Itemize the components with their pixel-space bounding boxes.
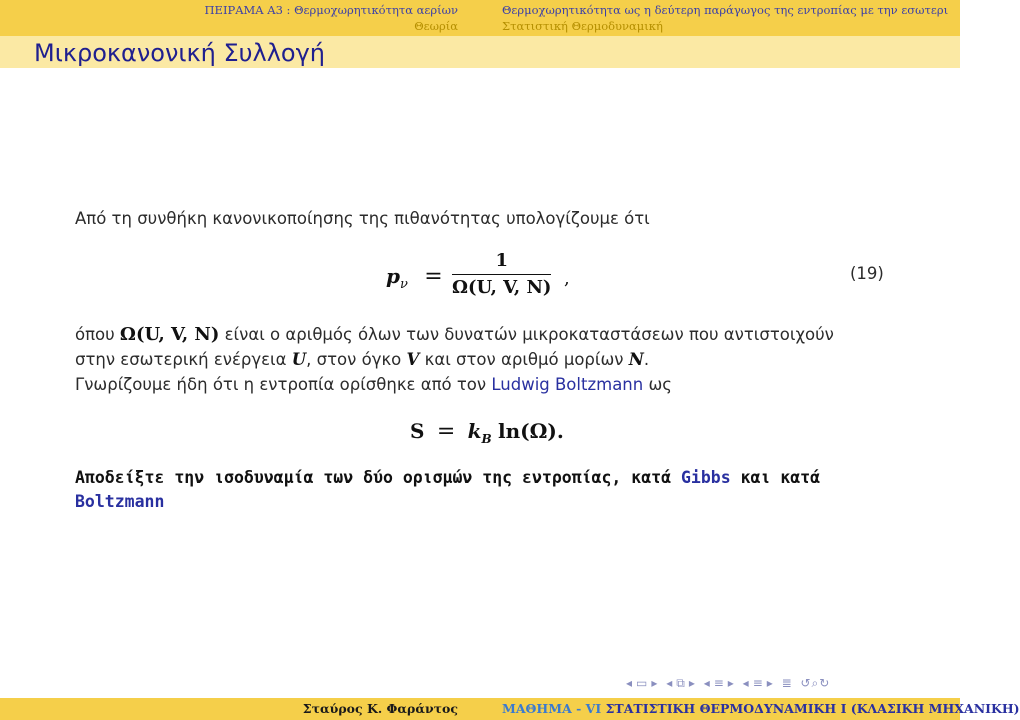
align-icon[interactable]: ≣ bbox=[781, 676, 793, 690]
header-section-nav[interactable] bbox=[0, 0, 480, 36]
symbol-v: V bbox=[406, 350, 420, 369]
boltzmann-problem-link[interactable]: Boltzmann bbox=[75, 492, 165, 511]
where-text-2d: . bbox=[643, 350, 650, 369]
symbol-u: U bbox=[291, 350, 307, 369]
eq-lhs-sub: ν bbox=[399, 277, 408, 292]
known-text-b: ως bbox=[648, 375, 672, 394]
where-text-1: είναι ο αριθμός όλων των δυνατών μικροκαταστάσεων που αντιστοιχούν bbox=[224, 325, 834, 344]
equation-boltzmann bbox=[410, 419, 564, 446]
frame-icon[interactable]: ▭ bbox=[636, 676, 649, 690]
where-prefix: όπου bbox=[75, 325, 115, 344]
eq-b-equals: = bbox=[436, 419, 456, 444]
known-text-a: Γνωρίζουμε ήδη ότι η εντροπία ορίσθηκε από τον bbox=[75, 375, 487, 394]
header-section-title[interactable]: ΠΕΙΡΑΜΑ Α3 : Θερμοχωρητικότητα αερίων bbox=[204, 3, 458, 17]
nav-arrow-left-icon[interactable]: ◂ bbox=[666, 676, 674, 690]
intro-text: Από τη συνθήκη κανονικοποίησης της πιθανότητας υπολογίζουμε ότι bbox=[75, 209, 650, 228]
problem-text-a: Αποδείξτε την ισοδυναμία των δύο ορισμών της εντροπίας, κατά bbox=[75, 468, 672, 487]
footer-author: Σταύρος Κ. Φαράντος bbox=[302, 701, 458, 716]
zoom-icon[interactable]: ↺⌕↻ bbox=[800, 676, 831, 690]
header-subsection-title[interactable]: Θεωρία bbox=[414, 19, 458, 33]
eq-denominator: Ω(U, V, N) bbox=[452, 277, 552, 298]
problem-statement bbox=[75, 466, 895, 514]
eq-lhs: p bbox=[386, 264, 400, 288]
gibbs-link[interactable]: Gibbs bbox=[680, 468, 731, 487]
eq-k-sub: B bbox=[481, 432, 492, 446]
eq-ln: ln(Ω). bbox=[497, 419, 564, 443]
section-icon[interactable]: ≡ bbox=[752, 676, 764, 690]
beamer-navigation bbox=[626, 676, 833, 694]
symbol-n: N bbox=[628, 350, 644, 369]
header-section-current[interactable]: Θερμοχωρητικότητα ως η δεύτερη παράγωγος της εντροπίας με την εσωτερι bbox=[502, 3, 949, 17]
section-icon[interactable]: ≡ bbox=[713, 676, 725, 690]
omega-symbol: Ω(U, V, N) bbox=[119, 324, 220, 345]
nav-arrow-right-icon[interactable]: ▸ bbox=[688, 676, 696, 690]
eq-s: S bbox=[410, 419, 425, 443]
equation-19 bbox=[386, 250, 586, 306]
nav-arrow-left-icon[interactable]: ◂ bbox=[742, 676, 750, 690]
eq-k: k bbox=[467, 419, 482, 443]
boltzmann-link[interactable]: Ludwig Boltzmann bbox=[491, 375, 644, 394]
nav-arrow-right-icon[interactable]: ▸ bbox=[727, 676, 735, 690]
eq-equals: = bbox=[424, 264, 443, 289]
where-text-2b: , στον όγκο bbox=[306, 350, 402, 369]
eq-fraction bbox=[452, 250, 551, 298]
nav-arrow-left-icon[interactable]: ◂ bbox=[626, 676, 634, 690]
where-text-2c: και στον αριθμό μορίων bbox=[424, 350, 624, 369]
footer-course-a: ΜΑΘΗΜΑ - VI bbox=[502, 701, 602, 716]
where-text-2a: στην εσωτερική ενέργεια bbox=[75, 350, 287, 369]
equation-number: (19) bbox=[850, 264, 884, 283]
header-subsection-current[interactable]: Στατιστική Θερμοδυναμική bbox=[502, 19, 663, 33]
problem-text-b: και κατά bbox=[740, 468, 821, 487]
subsection-icon[interactable]: ⧉ bbox=[676, 676, 686, 690]
footer-course-b: ΣΤΑΤΙΣΤΙΚΗ ΘΕΡΜΟΔΥΝΑΜΙΚΗ Ι (ΚΛΑΣΙΚΗ ΜΗΧΑΝΙΚΗ) bbox=[605, 701, 1020, 716]
nav-arrow-left-icon[interactable]: ◂ bbox=[703, 676, 711, 690]
eq-comma: , bbox=[564, 268, 570, 289]
where-line-2 bbox=[75, 348, 649, 372]
footer-course bbox=[480, 698, 1020, 720]
nav-arrow-right-icon[interactable]: ▸ bbox=[651, 676, 659, 690]
where-line-1 bbox=[75, 323, 834, 347]
page-title: Μικροκανονική Συλλογή bbox=[34, 39, 326, 67]
header-subsection-nav[interactable] bbox=[480, 0, 960, 36]
nav-arrow-right-icon[interactable]: ▸ bbox=[766, 676, 774, 690]
known-line bbox=[75, 373, 672, 397]
eq-numerator: 1 bbox=[452, 250, 551, 275]
